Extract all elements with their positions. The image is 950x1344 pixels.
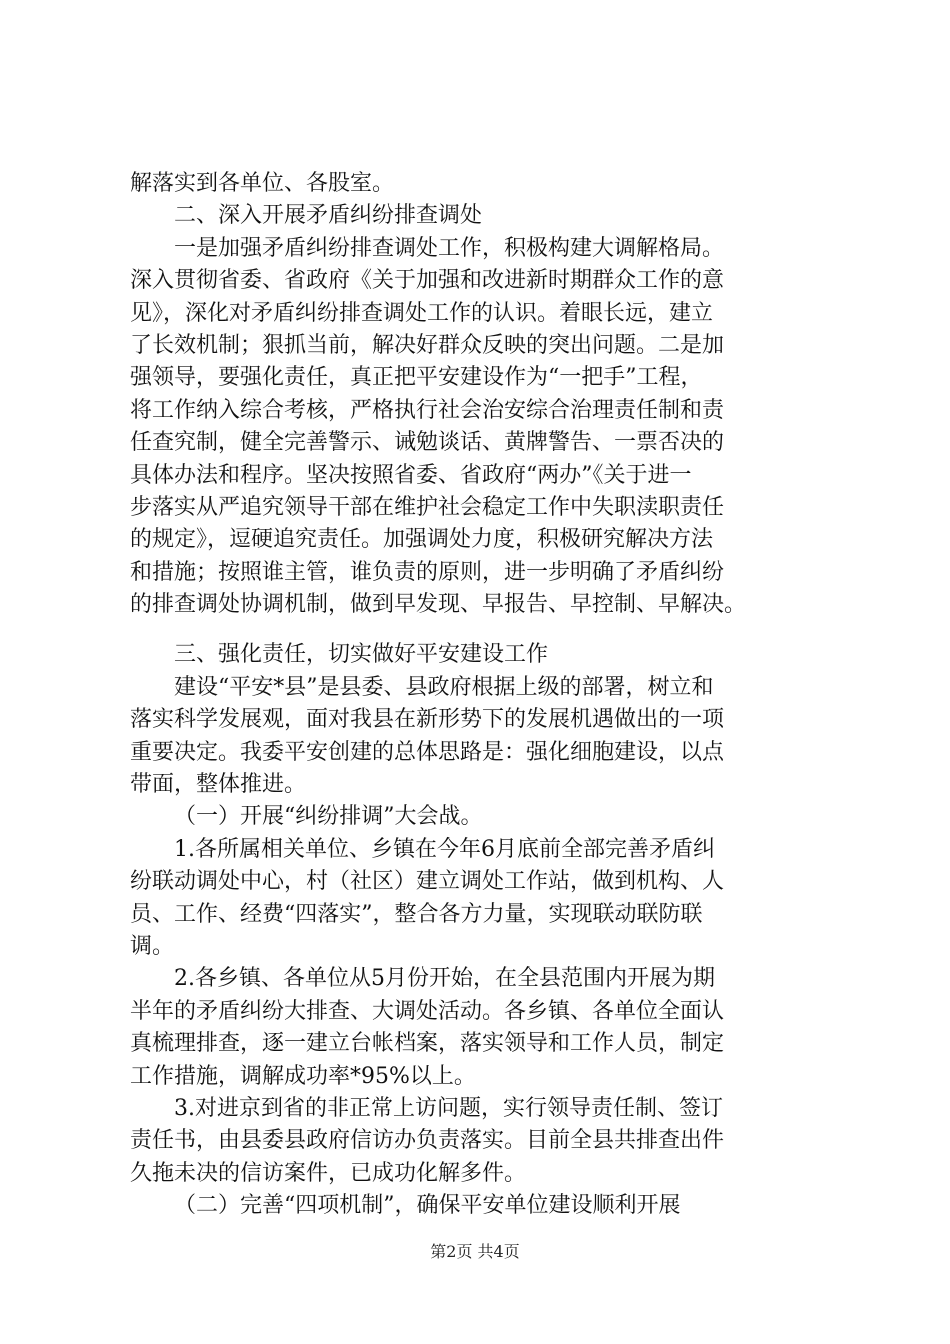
text-line: 见》，深化对矛盾纠纷排查调处工作的认识。着眼长远，建立 (130, 300, 714, 326)
text-line: 了长效机制；狠抓当前，解决好群众反映的突出问题。二是加 (130, 332, 725, 358)
text-line: 久拖未决的信访案件，已成功化解多件。 (130, 1160, 527, 1186)
text-line: 解落实到各单位、各股室。 (130, 171, 395, 196)
text-line: 一是加强矛盾纠纷排查调处工作，积极构建大调解格局。 (174, 235, 725, 261)
text-line: 落实科学发展观，面对我县在新形势下的发展机遇做出的一项 (130, 707, 725, 733)
text-line: 带面，整体推进。 (130, 772, 307, 798)
text-line: 1.各所属相关单位、乡镇在今年6月底前全部完善矛盾纠 (174, 836, 715, 862)
text-line: 和措施；按照谁主管，谁负责的原则，进一步明确了矛盾纠纷 (130, 559, 725, 585)
text-line: 的规定》，逗硬追究责任。加强调处力度，积极研究解决方法 (130, 527, 714, 553)
text-line: 将工作纳入综合考核，严格执行社会治安综合治理责任制和责 (130, 397, 725, 423)
text-line: 纷联动调处中心，村（社区）建立调处工作站，做到机构、人 (130, 869, 725, 895)
page-number-footer: 第2页 共4页 (430, 1242, 520, 1261)
text-line: 3.对进京到省的非正常上访问题，实行领导责任制、签订 (174, 1095, 723, 1121)
section-heading: 二、深入开展矛盾纠纷排查调处 (174, 203, 483, 229)
subsection-heading: （一）开展“纠纷排调”大会战。 (174, 804, 483, 830)
text-line: 真梳理排查，逐一建立台帐档案，落实领导和工作人员，制定 (130, 1031, 725, 1057)
text-line: 调。 (130, 933, 175, 959)
section-heading: 三、强化责任，切实做好平安建设工作 (174, 642, 549, 668)
text-line: 深入贯彻省委、省政府《关于加强和改进新时期群众工作的意 (130, 268, 725, 294)
text-line: 2.各乡镇、各单位从5月份开始，在全县范围内开展为期 (174, 966, 715, 992)
text-line: 具体办法和程序。坚决按照省委、省政府“两办”《关于进一 (130, 462, 692, 488)
text-line: 步落实从严追究领导干部在维护社会稳定工作中失职渎职责任 (130, 494, 725, 520)
text-line: 的排查调处协调机制，做到早发现、早报告、早控制、早解决。 (130, 592, 747, 618)
text-line: 强领导，要强化责任，真正把平安建设作为“一把手”工程， (130, 365, 703, 391)
text-line: 重要决定。我委平安创建的总体思路是：强化细胞建设，以点 (130, 739, 725, 765)
text-line: 建设“平安*县”是县委、县政府根据上级的部署，树立和 (174, 674, 714, 700)
text-line: 半年的矛盾纠纷大排查、大调处活动。各乡镇、各单位全面认 (130, 998, 725, 1024)
text-line: 工作措施，调解成功率*95%以上。 (130, 1063, 476, 1089)
paragraph-gap (130, 621, 855, 639)
text-line: 任查究制，健全完善警示、诫勉谈话、黄牌警告、一票否决的 (130, 430, 725, 456)
subsection-heading: （二）完善“四项机制”，确保平安单位建设顺利开展 (174, 1193, 681, 1219)
document-body (130, 168, 855, 1223)
text-line: 责任书，由县委县政府信访办负责落实。目前全县共排查出件 (130, 1128, 725, 1154)
text-line: 员、工作、经费“四落实”，整合各方力量，实现联动联防联 (130, 901, 703, 927)
